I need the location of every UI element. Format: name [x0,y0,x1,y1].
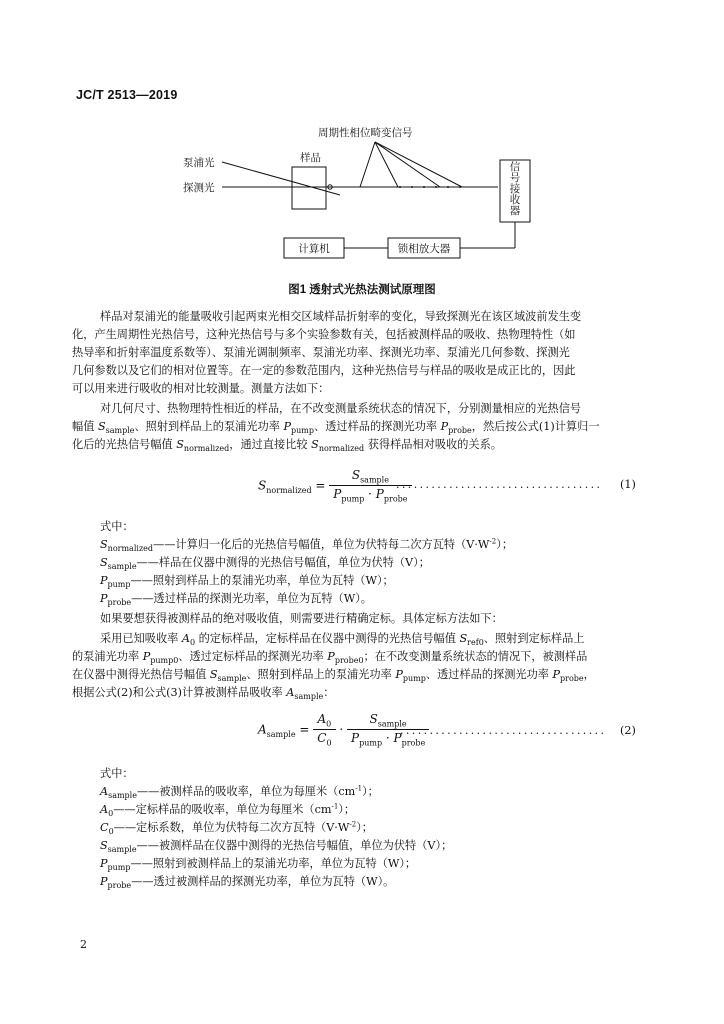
p3: 如果要想获得被测样品的绝对吸收值，则需要进行精确定标。具体定标方法如下： [100,612,503,625]
p4-line3: 在仪器中测得光热信号幅值 $S_{sample}$、照射到样品上的泵浦光功率 $P_{pump}$、透过样品的探测光功率 $P_{probe}$， [72,668,595,684]
p2-line1: 对几何尺寸、热物理特性相近的样品，在不改变测量系统状态的情况下，分别测量相应的光热信号 [100,402,582,415]
svg-text:收: 收 [509,194,521,206]
receiver-label [510,160,521,217]
w2-item3: $C_0——$定标系数，单位为伏特每二次方瓦特$(V\cdot W^{-2})$； [100,820,373,837]
p1-line1: 样品对泵浦光的能量吸收引起两束光相交区域样品折射率的变化，导致探测光在该区域波前发生变 [100,310,582,323]
figure-caption: 图1 透射式光热法测试原理图 [288,284,436,296]
page-number: 2 [80,938,87,951]
p4-line4: 根据公式(2)和公式(3)计算被测样品吸收率 $A_{sample}$： [72,686,335,702]
computer-label: 计算机 [298,243,330,255]
pump-label: 泵浦光 [183,157,215,169]
w2-item5: $P_{pump}——$照射到被测样品上的泵浦光功率，单位为瓦特（W）； [100,857,417,873]
eq2-leader: ................................... [400,724,607,737]
p1-line5: 可以用来进行吸收的相对比较测量。测量方法如下： [72,382,330,395]
w2-item6: $P_{probe}——$透过被测样品的探测光功率，单位为瓦特（W）。 [100,875,395,891]
w1-item4: $P_{probe}——$透过样品的探测光功率，单位为瓦特（W）。 [100,592,372,608]
p1-line4: 几何参数以及它们的相对位置等。在一定的参数范围内，这种光热信号与样品的吸收是成正比的，因此 [72,364,576,377]
w1-item2: $S_{sample}——$样品在仪器中测得的光热信号幅值，单位为伏特（V）； [100,556,430,572]
svg-text:号: 号 [509,172,521,184]
principle-diagram [0,0,724,280]
sample-box [292,167,326,209]
p2-line3: 化后的光热信号幅值 $S_{normalized}$，通过直接比较 $S_{normalized}$ 获得样品相对吸收的关系。 [72,438,502,454]
probe-label: 探测光 [183,182,215,194]
sample-label: 样品 [300,152,321,164]
w1-item1: $S_{normalized}——$计算归一化后的光热信号幅值，单位为伏特每二次方瓦特$(V\cdot W^{-2})$； [100,537,514,554]
p1-line2: 化，产生周期性光热信号，这种光热信号与多个实验参数有关，包括被测样品的吸收、热物理特性（如 [72,328,576,341]
equation-2: $A_{sample}$ = $\frac{A_0}{C_0}$ · $\frac{S_{sample}}{P_{pump} \cdot P_{probe}}$ [258,712,429,748]
p4-line2: 的泵浦光功率 $P_{pump0}$、透过定标样品的探测光功率 $P_{probe0}$；在不改变测量系统状态的情况下，被测样品 [72,650,588,666]
p2-line2: 幅值 $S_{sample}$、照射到样品上的泵浦光功率 $P_{pump}$、透过样品的探测光功率 $P_{probe}$，然后按公式(1)计算归一 [72,420,600,436]
svg-text:接: 接 [509,183,521,195]
signal-label: 周期性相位畸变信号 [318,127,413,139]
eq1-leader: ................................... [396,478,603,491]
w1-item3: $P_{pump}——$照射到样品上的泵浦光功率，单位为瓦特（W）； [100,574,394,590]
equation-1: $S_{normalized}$ = $\frac{S_{sample}}{P_{pump} \cdot P_{probe}}$ [258,468,412,504]
svg-text:信: 信 [509,161,521,173]
p4-line1: 采用已知吸收率 $A_0$ 的定标样品，定标样品在仪器中测得的光热信号幅值 $S_{ref0}$、照射到定标样品上 [100,632,585,648]
eq2-number: (2) [620,724,636,737]
w2-item4: $S_{sample}——$被测样品在仪器中测得的光热信号幅值，单位为伏特（V）； [100,839,453,855]
w2-item1: $A_{sample}——$被测样品的吸收率，单位为每厘米$(cm^{-1})$； [100,784,379,801]
w2-item2: $A_0——$定标样品的吸收率，单位为每厘米$(cm^{-1})$； [100,802,356,819]
document-code: JC/T 2513—2019 [76,88,178,102]
eq1-number: (1) [620,478,636,491]
lockin-label: 锁相放大器 [397,243,451,255]
svg-text:器: 器 [509,205,521,217]
p1-line3: 热导率和折射率温度系数等）、泵浦光调制频率、泵浦光功率、探测光功率、泵浦光几何参数、探测光 [72,346,570,359]
where-2: 式中： [100,767,134,780]
where-1: 式中： [100,520,134,533]
